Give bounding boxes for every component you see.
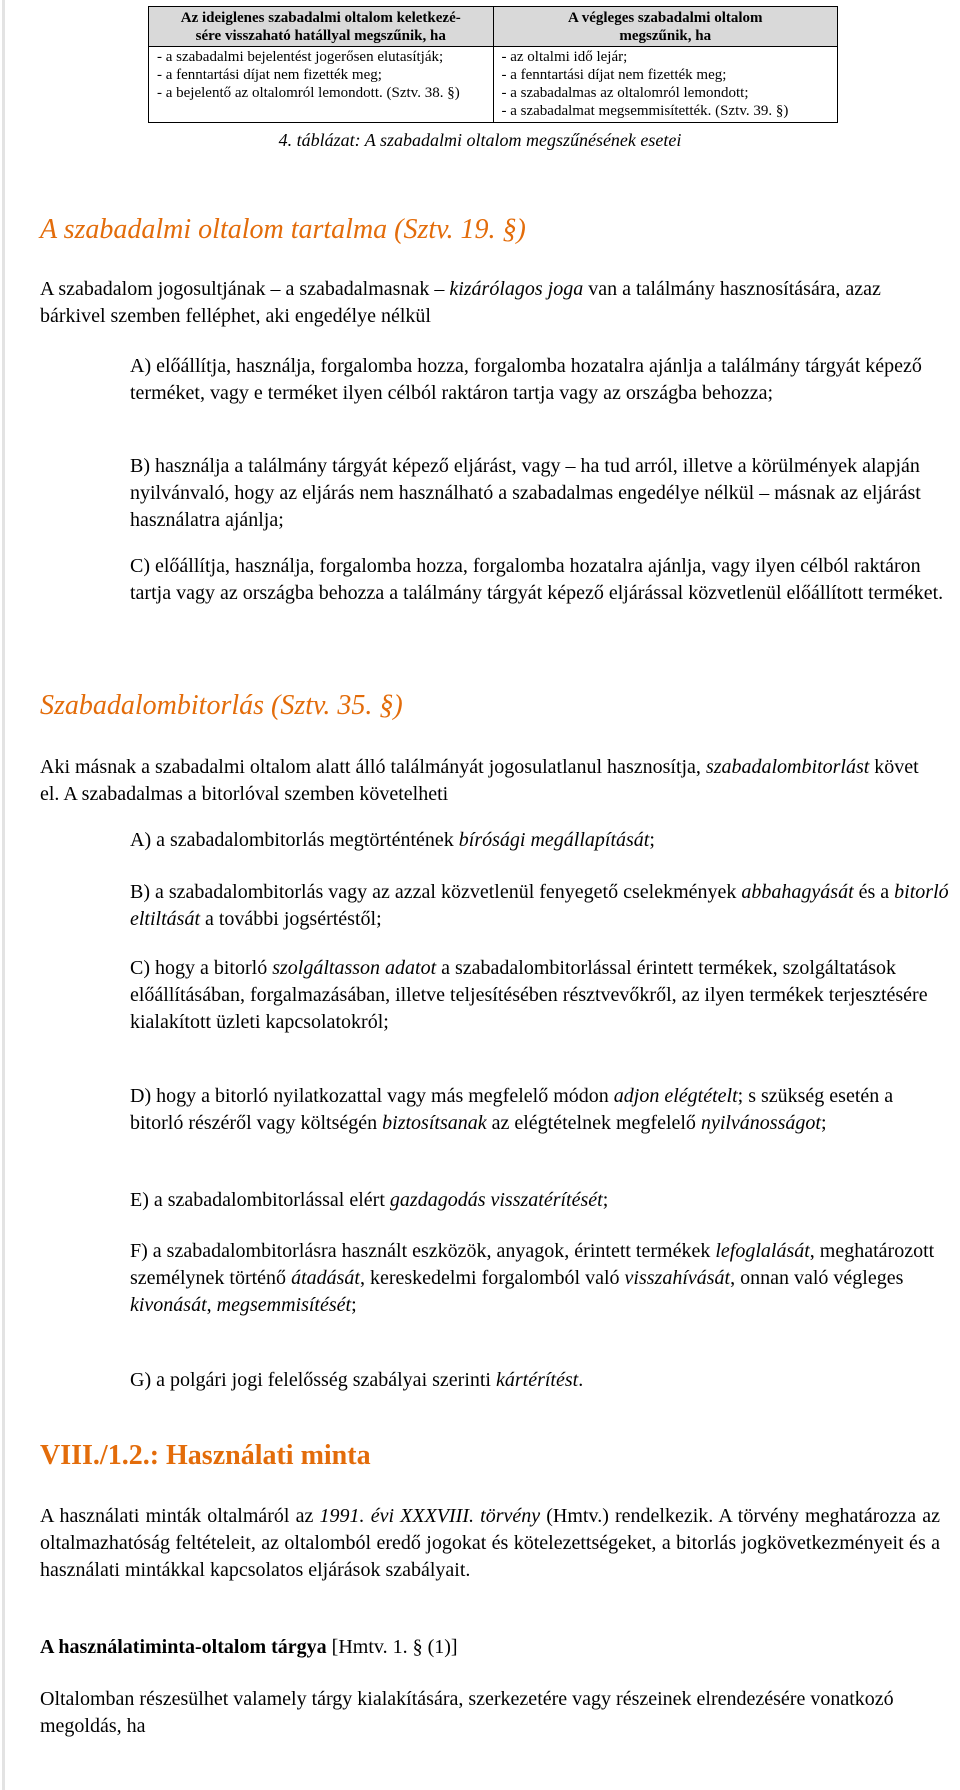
table-cell-line: - a fenntartási díjat nem fizették meg;	[501, 67, 727, 83]
paragraph: Oltalomban részesülhet valamely tárgy kialakítására, szerkezetére vagy részeinek elrendezésére vonatkozó megoldás, ha	[40, 1688, 894, 1737]
emphasis: kártérítést	[496, 1369, 579, 1391]
text-run: G) a polgári jogi felelősség szabályai szerinti	[130, 1369, 496, 1391]
section-heading: VIII./1.2.: Használati minta	[40, 1440, 371, 1471]
emphasis: kivonását	[130, 1294, 207, 1316]
paragraph	[40, 754, 940, 808]
text-run: E) a szabadalombitorlással elért	[130, 1189, 390, 1211]
section-heading: A szabadalmi oltalom tartalma (Sztv. 19. §)	[40, 214, 526, 245]
text-run: ;	[351, 1294, 357, 1316]
list-item	[130, 955, 950, 1036]
text-run: van a találmány hasznosítására, azaz bárkivel szemben felléphet, aki engedélye nélkül	[40, 278, 881, 327]
list-item: C) előállítja, használja, forgalomba hozza, forgalomba hozatalra ajánlja, vagy ilyen célból raktáron tartja vagy az országba behozza a találmány tárgyát képező eljárással közvetlenül előállított terméket.	[130, 555, 944, 604]
table-cell-line: - a szabadalmi bejelentést jogerősen elutasítják;	[157, 49, 444, 65]
emphasis: bírósági megállapítását	[458, 829, 650, 851]
table-cell-line: - az oltalmi idő lejár;	[501, 49, 628, 65]
text-run: a további jogsértéstől;	[200, 908, 382, 930]
list-item	[130, 1187, 950, 1214]
text-run: ;	[649, 829, 655, 851]
table-cell-line: - a bejelentő az oltalomról lemondott. (Sztv. 38. §)	[157, 85, 460, 101]
text-run: és a	[853, 881, 895, 903]
emphasis: visszahívását	[624, 1267, 731, 1289]
table-header-text: Az ideiglenes szabadalmi oltalom keletkezé-	[180, 10, 461, 26]
termination-table	[148, 6, 838, 123]
text-run: (Hmtv.) rendelkezik. A törvény meghatározza az oltalmazhatóság feltételeit, az oltalomból eredő jogokat és kötelezettségeket, a bitorlás jogkövetkezményeit és a használati mintákkal kapcsolatos eljárások szabályait.	[40, 1505, 940, 1581]
text-run: ;	[602, 1189, 609, 1211]
table-row	[149, 47, 838, 123]
subheading-paragraph	[40, 1634, 940, 1661]
list-item: B) használja a találmány tárgyát képező eljárást, vagy – ha tud arról, illetve a körülmények alapján nyilvánvaló, hogy az eljárás nem használható a szabadalmas engedélye nélkül – másnak az eljárást használatra ajánlja;	[130, 455, 921, 531]
list-item	[130, 1367, 950, 1394]
emphasis: kizárólagos joga	[449, 278, 584, 300]
emphasis: biztosítsanak	[382, 1112, 487, 1134]
emphasis: átadását	[291, 1267, 360, 1289]
emphasis: szolgáltasson adatot	[272, 957, 437, 979]
text-run: C) hogy a bitorló	[130, 957, 273, 979]
paragraph	[40, 1503, 940, 1584]
emphasis: bitorló eltiltását	[130, 881, 949, 930]
text-run: , kereskedelmi forgalomból való	[359, 1267, 625, 1289]
section-heading: Szabadalombitorlás (Sztv. 35. §)	[40, 690, 403, 721]
text-run: ; s szükség esetén a bitorló részéről vagy költségén	[130, 1085, 894, 1134]
table-cell	[149, 47, 494, 123]
emphasis: 1991. évi XXXVIII. törvény	[319, 1505, 541, 1527]
text-run: a szabadalombitorlással érintett termékek, szolgáltatások előállításában, forgalmazásában, illetve teljesítésében résztvevőkről, az ilyen termékek terjesztésére kialakított üzleti kapcsolatokról;	[130, 957, 928, 1033]
text-run: Aki másnak a szabadalmi oltalom alatt álló találmányát jogosulatlanul hasznosítja,	[40, 756, 706, 778]
table-header-cell	[493, 7, 838, 47]
table-header-cell	[149, 7, 494, 47]
table-header-text: sére visszaható hatállyal megszűnik, ha	[195, 28, 446, 44]
list-item	[130, 879, 950, 933]
paragraph	[40, 276, 940, 330]
text-run: ;	[820, 1112, 827, 1134]
emphasis: szabadalombitorlást	[705, 756, 870, 778]
text-run: ,	[206, 1294, 217, 1316]
emphasis: abbahagyását	[741, 881, 854, 903]
text-run: .	[578, 1369, 584, 1391]
table-header-text: A végleges szabadalmi oltalom	[567, 10, 763, 26]
text-run: [Hmtv. 1. § (1)]	[326, 1636, 458, 1658]
text-run: az elégtételnek megfelelő	[486, 1112, 701, 1134]
text-run: B) a szabadalombitorlás vagy az azzal közvetlenül fenyegető cselekmények	[130, 881, 742, 903]
text-run: A) a szabadalombitorlás megtörténtének	[130, 829, 459, 851]
text-run: F) a szabadalombitorlásra használt eszközök, anyagok, érintett termékek	[130, 1240, 716, 1262]
list-item	[130, 827, 950, 854]
text-run: A szabadalom jogosultjának – a szabadalmasnak –	[40, 278, 450, 300]
bold-text: A használatiminta-oltalom tárgya	[40, 1636, 327, 1658]
table-cell-line: - a szabadalmas az oltalomról lemondott;	[501, 85, 749, 101]
emphasis: adjon elégtételt	[613, 1085, 738, 1107]
table-header-text: megszűnik, ha	[619, 28, 712, 44]
emphasis: megsemmisítését	[216, 1294, 352, 1316]
list-item	[130, 1083, 950, 1137]
emphasis: lefoglalását	[715, 1240, 810, 1262]
emphasis: nyilvánosságot	[700, 1112, 821, 1134]
table-cell	[493, 47, 838, 123]
table-header-row	[149, 7, 838, 47]
list-item: A) előállítja, használja, forgalomba hozza, forgalomba hozatalra ajánlja a találmány tárgyát képező terméket, vagy e terméket ilyen célból raktáron tartja vagy az országba behozza;	[130, 355, 922, 404]
text-run: A használati minták oltalmáról az	[40, 1505, 320, 1527]
text-run: követ el. A szabadalmas a bitorlóval szemben követelheti	[40, 756, 919, 805]
table-cell-line: - a szabadalmat megsemmisítették. (Sztv. 39. §)	[501, 103, 789, 119]
text-run: , meghatározott személynek történő	[130, 1240, 935, 1289]
table-cell-line: - a fenntartási díjat nem fizették meg;	[157, 67, 382, 83]
emphasis: gazdagodás visszatérítését	[389, 1189, 603, 1211]
table-caption: 4. táblázat: A szabadalmi oltalom megszűnésének esetei	[278, 130, 682, 150]
list-item	[130, 1238, 950, 1319]
text-run: D) hogy a bitorló nyilatkozattal vagy más megfelelő módon	[130, 1085, 614, 1107]
text-run: , onnan való végleges	[730, 1267, 904, 1289]
page-left-border	[2, 0, 5, 1790]
